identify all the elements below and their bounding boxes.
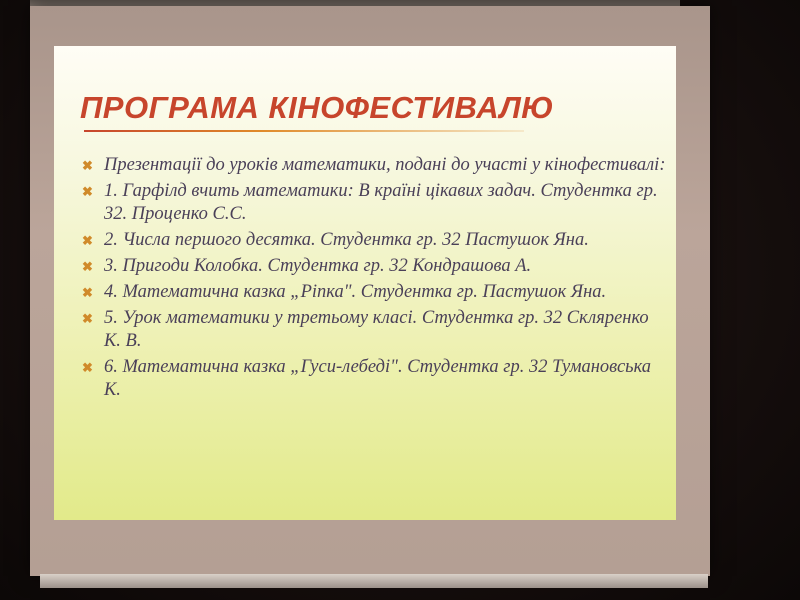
bullet-item-text: 6. Математична казка „Гуси-лебеді". Студентка гр. 32 Тумановська К. xyxy=(104,357,652,400)
bullet-item xyxy=(80,229,670,252)
presentation-slide xyxy=(54,46,676,520)
bullet-item xyxy=(80,356,670,402)
x-bullet-icon: ✖ xyxy=(82,311,93,326)
title-underline xyxy=(84,130,524,132)
bullet-item xyxy=(80,307,670,353)
bullet-item xyxy=(80,255,670,278)
bullet-item-text: 1. Гарфілд вчить математики: В країні цікавих задач. Студентка гр. 32. Проценко С.С. xyxy=(104,181,658,224)
bullet-item-text: 3. Пригоди Колобка. Студентка гр. 32 Кондрашова А. xyxy=(104,256,532,276)
bullet-list xyxy=(80,154,670,405)
bullet-item xyxy=(80,154,670,177)
x-bullet-icon: ✖ xyxy=(82,233,93,248)
x-bullet-icon: ✖ xyxy=(82,259,93,274)
bullet-item xyxy=(80,180,670,226)
bullet-item-text: 5. Урок математики у третьому класі. Студентка гр. 32 Скляренко К. В. xyxy=(104,308,649,351)
x-bullet-icon: ✖ xyxy=(82,184,93,199)
x-bullet-icon: ✖ xyxy=(82,360,93,375)
bullet-item-text: Презентації до уроків математики, подані до участі у кінофестивалі: xyxy=(104,155,666,175)
projector-screen-bottom-bar xyxy=(40,574,708,588)
bullet-item-text: 4. Математична казка „Ріпка". Студентка гр. Пастушок Яна. xyxy=(104,282,607,302)
slide-title: ПРОГРАМА КІНОФЕСТИВАЛЮ xyxy=(80,90,555,125)
bullet-item-text: 2. Числа першого десятка. Студентка гр. 32 Пастушок Яна. xyxy=(104,230,589,250)
x-bullet-icon: ✖ xyxy=(82,158,93,173)
x-bullet-icon: ✖ xyxy=(82,285,93,300)
bullet-item xyxy=(80,281,670,304)
